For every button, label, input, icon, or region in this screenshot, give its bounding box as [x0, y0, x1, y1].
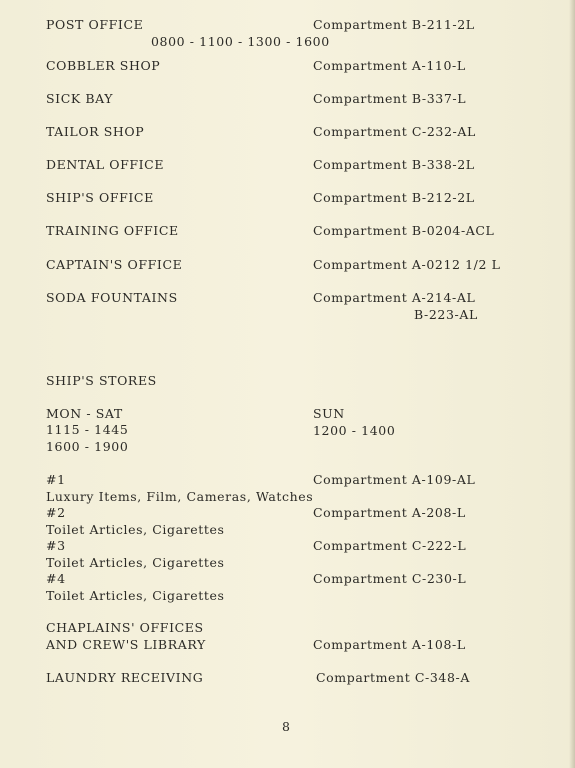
laundry-receiving-name: LAUNDRY RECEIVING	[46, 670, 204, 685]
laundry-receiving-location: Compartment C-348-A	[316, 670, 470, 685]
store-3-number: #3	[46, 538, 66, 553]
cobbler-shop-location: Compartment A-110-L	[313, 58, 466, 73]
sunday-hours: 1200 - 1400	[313, 423, 396, 438]
post-office-hours: 0800 - 1100 - 1300 - 1600	[151, 34, 330, 49]
training-office-location: Compartment B-0204-ACL	[313, 223, 495, 238]
weekday-label: MON - SAT	[46, 406, 123, 421]
store-2-number: #2	[46, 505, 66, 520]
post-office-location: Compartment B-211-2L	[313, 17, 475, 32]
dental-office-location: Compartment B-338-2L	[313, 157, 475, 172]
sick-bay-name: SICK BAY	[46, 91, 114, 106]
weekday-hours-2: 1600 - 1900	[46, 439, 129, 454]
store-2-location: Compartment A-208-L	[313, 505, 466, 520]
store-4-number: #4	[46, 571, 66, 586]
dental-office-name: DENTAL OFFICE	[46, 157, 165, 172]
soda-fountains-location: Compartment A-214-AL	[313, 290, 476, 305]
ships-office-name: SHIP'S OFFICE	[46, 190, 154, 205]
store-3-location: Compartment C-222-L	[313, 538, 467, 553]
sunday-label: SUN	[313, 406, 345, 421]
ships-office-location: Compartment B-212-2L	[313, 190, 475, 205]
soda-fountains-name: SODA FOUNTAINS	[46, 290, 178, 305]
store-3-description: Toilet Articles, Cigarettes	[46, 555, 225, 570]
store-2-description: Toilet Articles, Cigarettes	[46, 522, 225, 537]
soda-fountains-location-2: B-223-AL	[414, 307, 478, 322]
store-1-number: #1	[46, 472, 66, 487]
page-number: 8	[282, 719, 291, 734]
weekday-hours-1: 1115 - 1445	[46, 422, 129, 437]
captains-office-name: CAPTAIN'S OFFICE	[46, 257, 183, 272]
ships-stores-heading: SHIP'S STORES	[46, 373, 157, 388]
captains-office-location: Compartment A-0212 1/2 L	[313, 257, 501, 272]
chaplains-offices-location: Compartment A-108-L	[313, 637, 466, 652]
chaplains-offices-line-1: CHAPLAINS' OFFICES	[46, 620, 204, 635]
cobbler-shop-name: COBBLER SHOP	[46, 58, 161, 73]
tailor-shop-location: Compartment C-232-AL	[313, 124, 476, 139]
store-1-description: Luxury Items, Film, Cameras, Watches	[46, 489, 314, 504]
store-4-location: Compartment C-230-L	[313, 571, 467, 586]
store-4-description: Toilet Articles, Cigarettes	[46, 588, 225, 603]
post-office-name: POST OFFICE	[46, 17, 144, 32]
chaplains-offices-line-2: AND CREW'S LIBRARY	[46, 637, 206, 652]
training-office-name: TRAINING OFFICE	[46, 223, 179, 238]
store-1-location: Compartment A-109-AL	[313, 472, 476, 487]
page-edge-shadow	[569, 0, 575, 768]
tailor-shop-name: TAILOR SHOP	[46, 124, 145, 139]
sick-bay-location: Compartment B-337-L	[313, 91, 467, 106]
